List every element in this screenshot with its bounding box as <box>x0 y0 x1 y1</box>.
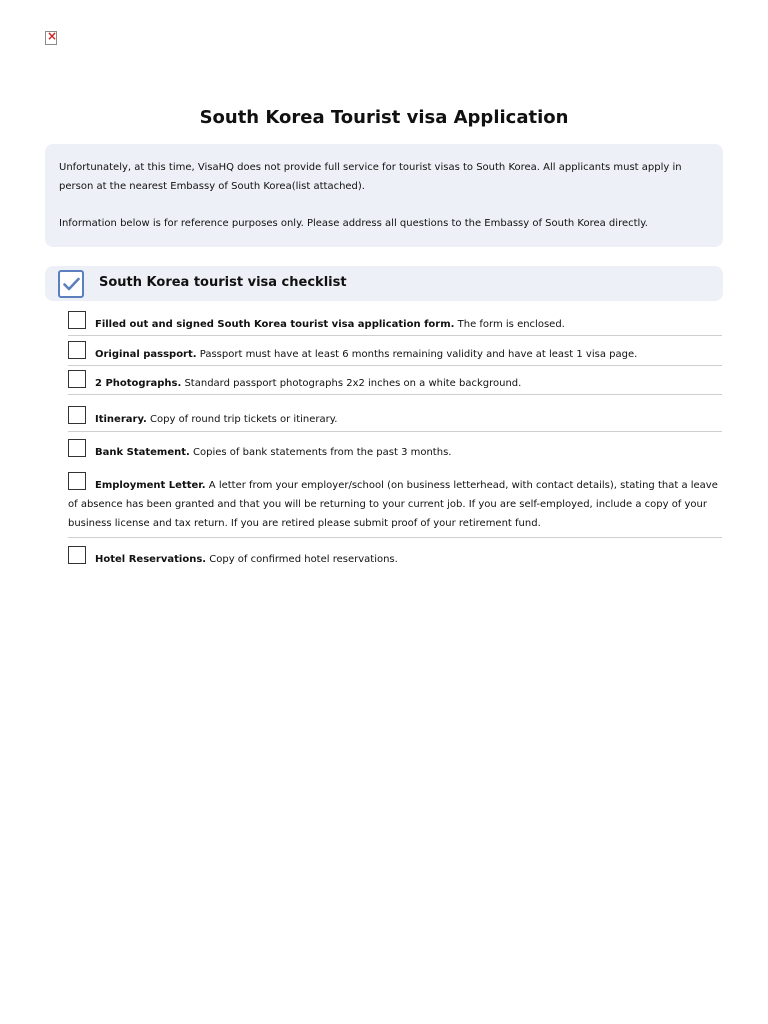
page-title: South Korea Tourist visa Application <box>199 107 569 128</box>
checkbox[interactable] <box>68 472 86 490</box>
checkmark-icon <box>58 270 84 298</box>
checklist-item-itinerary <box>68 406 722 432</box>
checklist-item-photographs <box>68 370 722 395</box>
checklist-item-passport <box>68 341 722 366</box>
checklist-item-employment-letter <box>68 472 722 538</box>
checkbox[interactable] <box>68 406 86 424</box>
item-text: A letter from your employer/school (on business letterhead, with contact details), stating that a leave of absence has been granted and that you will be returning to your current job. If you are self-employed, include a copy of your business license and tax return. If you are retired please submit proof of your retirement fund. <box>68 480 718 529</box>
item-text: Standard passport photographs 2x2 inches on a white background. <box>181 378 522 389</box>
broken-image-icon <box>45 31 57 45</box>
item-lead: Bank Statement. <box>95 447 190 458</box>
checklist-item-hotel-reservations <box>68 546 722 572</box>
item-lead: Filled out and signed South Korea tourist visa application form. <box>95 319 455 330</box>
item-lead: 2 Photographs. <box>95 378 182 389</box>
notice-paragraph: Information below is for reference purposes only. Please address all questions to the Embassy of South Korea directly. <box>59 218 648 229</box>
item-lead: Original passport. <box>95 349 197 360</box>
checklist-header <box>45 266 723 301</box>
checkbox[interactable] <box>68 370 86 388</box>
checkbox[interactable] <box>68 341 86 359</box>
item-text: The form is enclosed. <box>454 319 565 330</box>
item-lead: Employment Letter. <box>95 480 206 491</box>
checklist-item-application-form <box>68 311 722 336</box>
notice-paragraph: Unfortunately, at this time, VisaHQ does not provide full service for tourist visas to South Korea. All applicants must apply in person at the nearest Embassy of South Korea(list attached). <box>59 162 682 192</box>
checkbox[interactable] <box>68 546 86 564</box>
item-text: Copy of confirmed hotel reservations. <box>206 554 398 565</box>
item-lead: Itinerary. <box>95 414 147 425</box>
item-lead: Hotel Reservations. <box>95 554 207 565</box>
item-text: Copy of round trip tickets or itinerary. <box>146 414 338 425</box>
checkbox[interactable] <box>68 311 86 329</box>
item-text: Copies of bank statements from the past 3 months. <box>189 447 452 458</box>
checklist-item-bank-statement <box>68 439 722 465</box>
notice-panel <box>45 144 723 247</box>
checkbox[interactable] <box>68 439 86 457</box>
item-text: Passport must have at least 6 months remaining validity and have at least 1 visa page. <box>196 349 638 360</box>
checklist-title: South Korea tourist visa checklist <box>99 275 347 290</box>
